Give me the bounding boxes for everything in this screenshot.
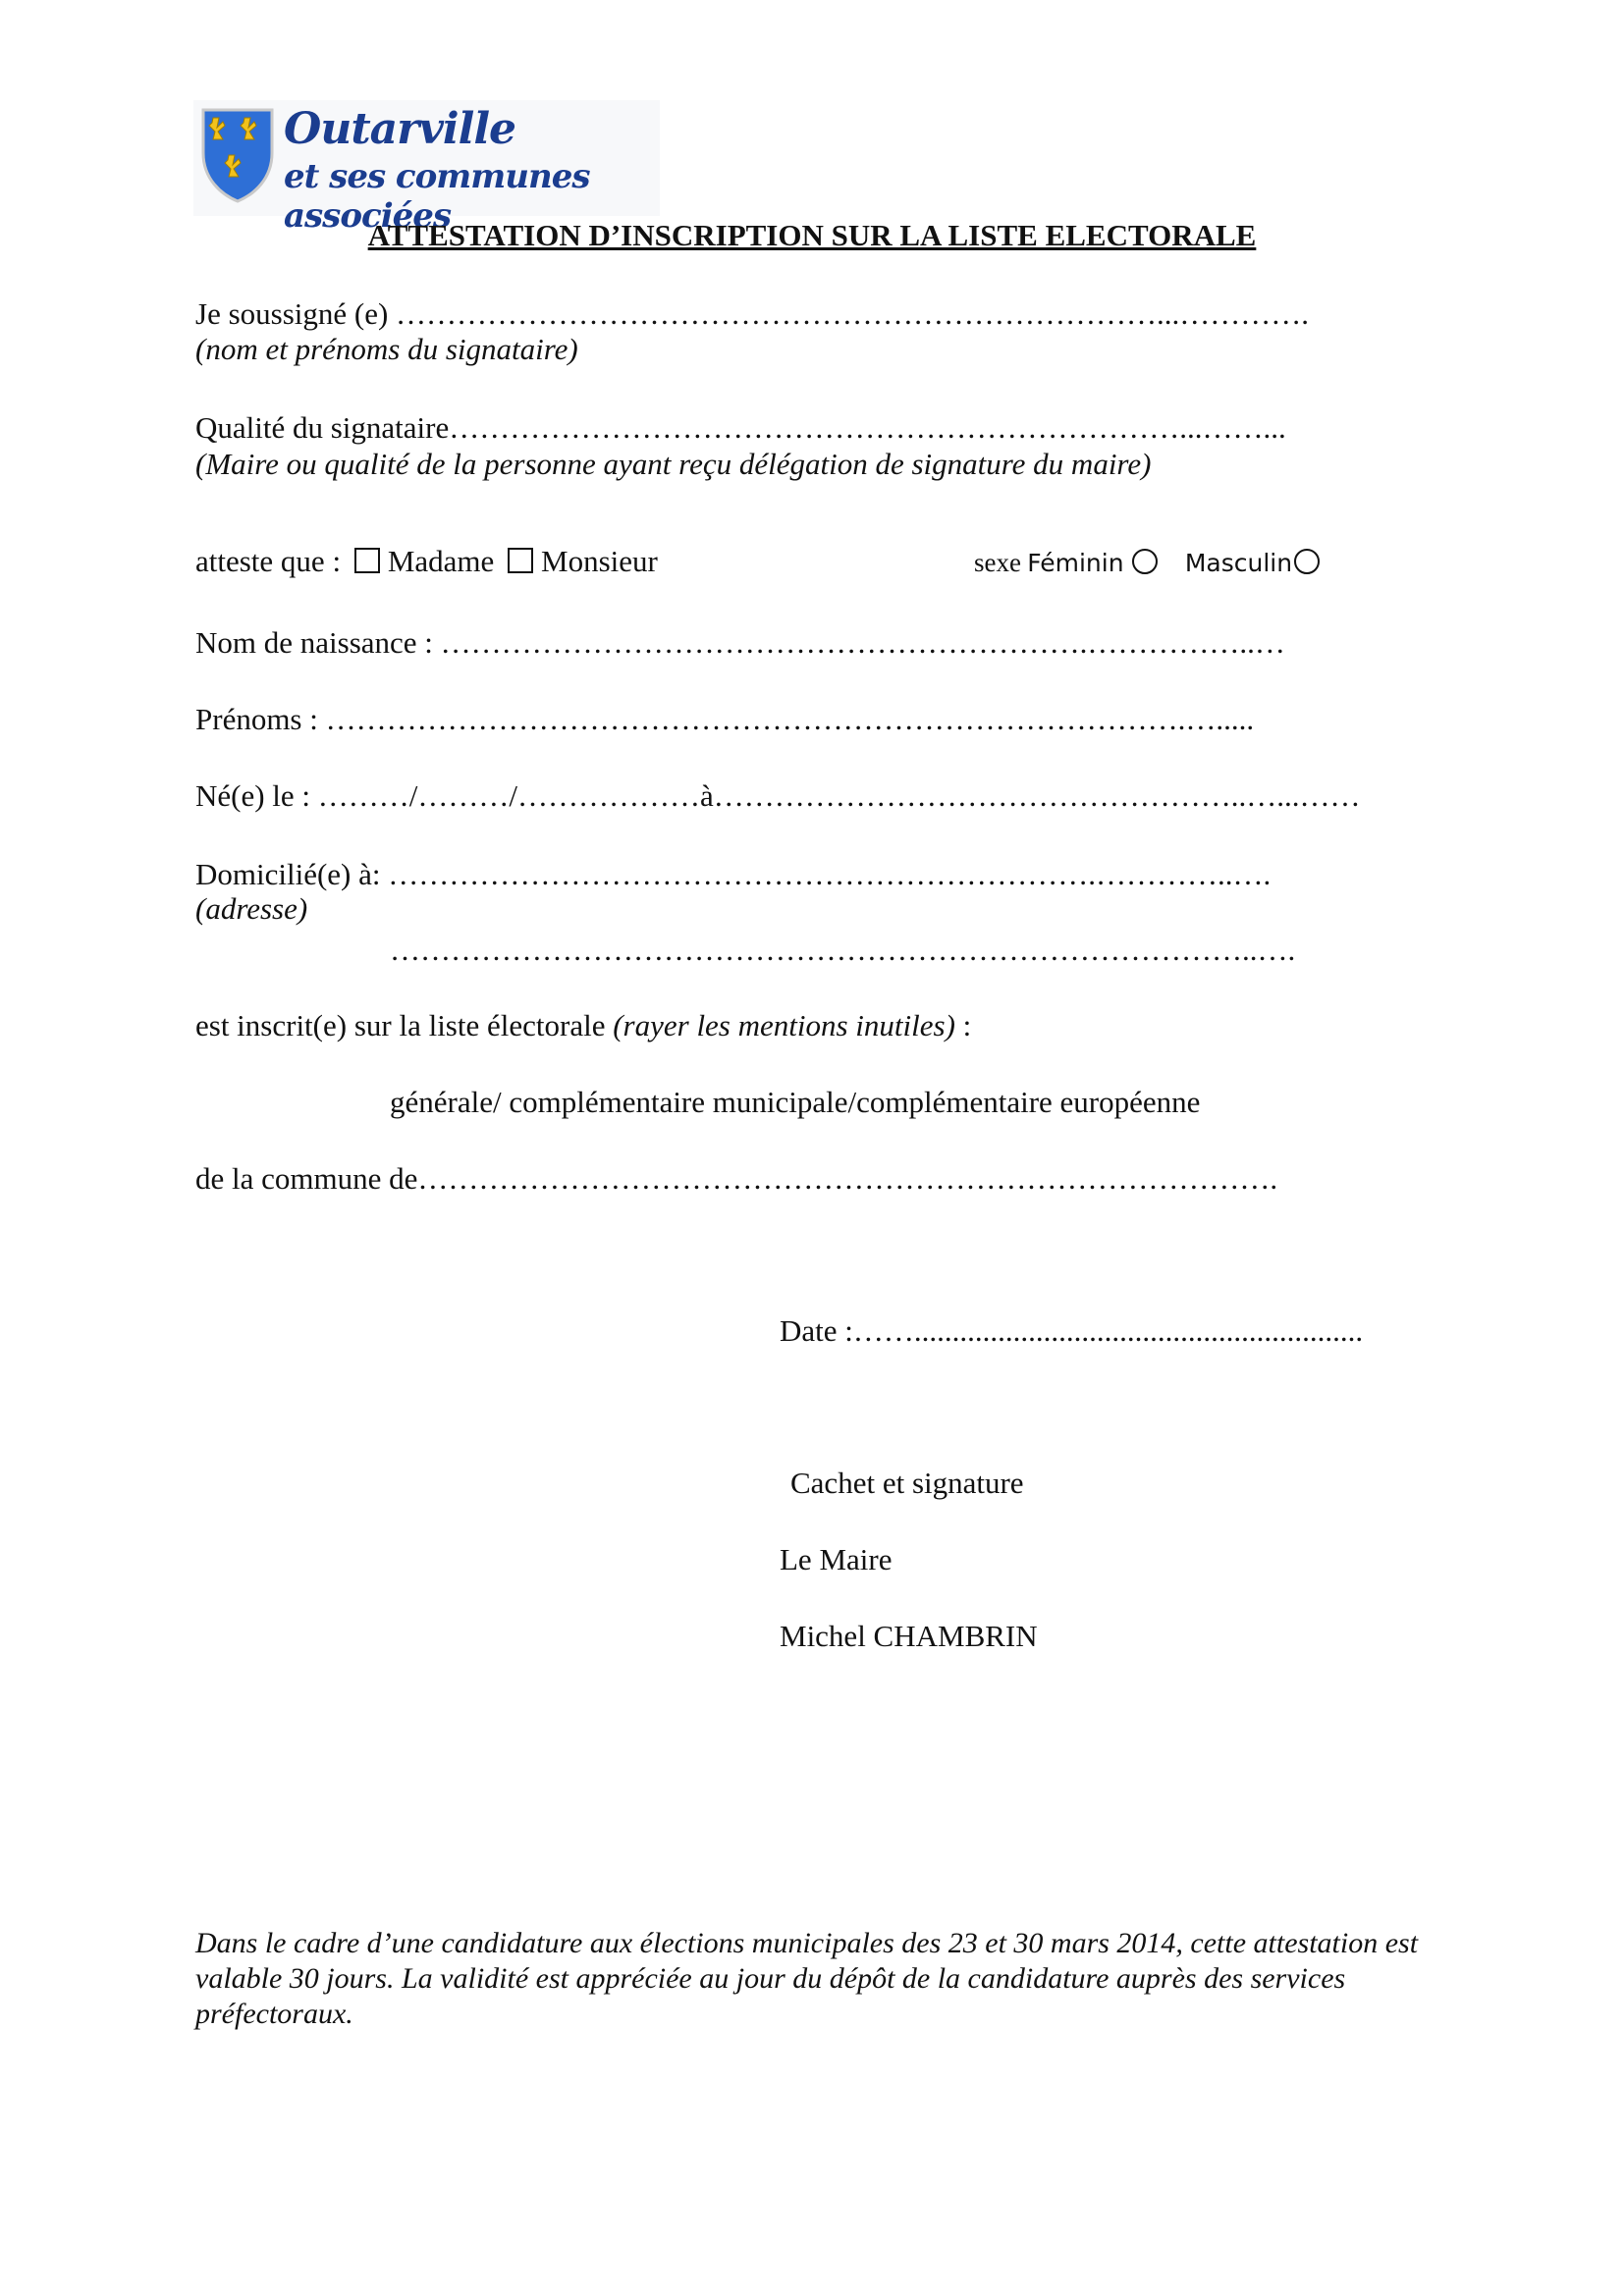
listes-options: générale/ complémentaire municipale/complémentaire européenne xyxy=(390,1085,1201,1119)
nom-label: Nom de naissance : xyxy=(195,625,433,660)
qualite-field[interactable]: ………………………………………………………………...……... xyxy=(449,410,1286,445)
date-field[interactable]: ……........................................................... xyxy=(852,1313,1364,1348)
commune-logo xyxy=(193,100,660,236)
inscrit-label: est inscrit(e) sur la liste électorale xyxy=(195,1008,606,1042)
madame-checkbox[interactable] xyxy=(354,548,380,573)
cachet-label: Cachet et signature xyxy=(790,1466,1024,1500)
domicile-field-line2[interactable]: …………………………………………………………………………..…. xyxy=(390,933,1296,967)
coat-of-arms-icon xyxy=(199,106,276,204)
domicile-hint: (adresse) xyxy=(195,891,308,926)
domicile-row xyxy=(195,857,1271,892)
footer-note: Dans le cadre d’une candidature aux élections municipales des 23 et 30 mars 2014, cette attestation est valable 30 jours. La validité est appréciée au jour du dépôt de la candidature auprès des services préfectoraux. xyxy=(195,1927,1419,2030)
nom-field[interactable]: ……………………………………………………….……………..… xyxy=(440,625,1285,660)
signataire-label: Je soussigné (e) xyxy=(195,296,389,331)
qualite-row xyxy=(195,410,1286,446)
logo-subtitle: et ses communes associées xyxy=(284,157,590,236)
date-row xyxy=(780,1313,1363,1349)
page-title: ATTESTATION D’INSCRIPTION SUR LA LISTE ELECTORALE xyxy=(367,218,1257,252)
maire-name: Michel CHAMBRIN xyxy=(780,1619,1038,1653)
commune-label: de la commune de xyxy=(195,1161,418,1196)
sexe-row xyxy=(974,547,1320,580)
naissance-label: Né(e) le : xyxy=(195,778,311,813)
atteste-label: atteste que : xyxy=(195,544,342,578)
masculin-radio[interactable] xyxy=(1294,549,1320,574)
domicile-field[interactable]: …………………………………………………………….…………..…. xyxy=(388,857,1272,891)
sexe-label: sexe xyxy=(974,548,1021,577)
feminin-label: Féminin xyxy=(1027,549,1124,577)
qualite-hint: (Maire ou qualité de la personne ayant reçu délégation de signature du maire) xyxy=(195,447,1152,481)
commune-row xyxy=(195,1161,1277,1197)
inscrit-row xyxy=(195,1008,971,1043)
date-label: Date : xyxy=(780,1313,853,1348)
signataire-hint: (nom et prénoms du signataire) xyxy=(195,332,578,366)
signataire-field[interactable]: …………………………………………………………………...…………. xyxy=(396,296,1310,331)
nom-row xyxy=(195,625,1285,661)
maire-label: Le Maire xyxy=(780,1542,893,1576)
qualite-label: Qualité du signataire xyxy=(195,410,450,445)
signataire-row xyxy=(195,296,1309,332)
masculin-label: Masculin xyxy=(1184,549,1293,577)
madame-label: Madame xyxy=(387,544,495,578)
monsieur-label: Monsieur xyxy=(541,544,658,578)
atteste-row xyxy=(195,544,658,579)
naissance-field[interactable]: ………/………/………………à……………………………………………..…...…… xyxy=(317,778,1361,813)
prenoms-field[interactable]: ………………………………………………………………………….…..... xyxy=(325,702,1255,736)
prenoms-row xyxy=(195,702,1254,737)
naissance-row xyxy=(195,778,1361,814)
commune-field[interactable]: …………………………………………………………………………. xyxy=(417,1161,1278,1196)
logo-title: Outarville xyxy=(284,104,516,154)
prenoms-label: Prénoms : xyxy=(195,702,318,736)
inscrit-colon: : xyxy=(962,1008,972,1042)
inscrit-hint: (rayer les mentions inutiles) xyxy=(613,1008,955,1042)
monsieur-checkbox[interactable] xyxy=(508,548,533,573)
domicile-label: Domicilié(e) à: xyxy=(195,857,381,891)
feminin-radio[interactable] xyxy=(1132,549,1158,574)
